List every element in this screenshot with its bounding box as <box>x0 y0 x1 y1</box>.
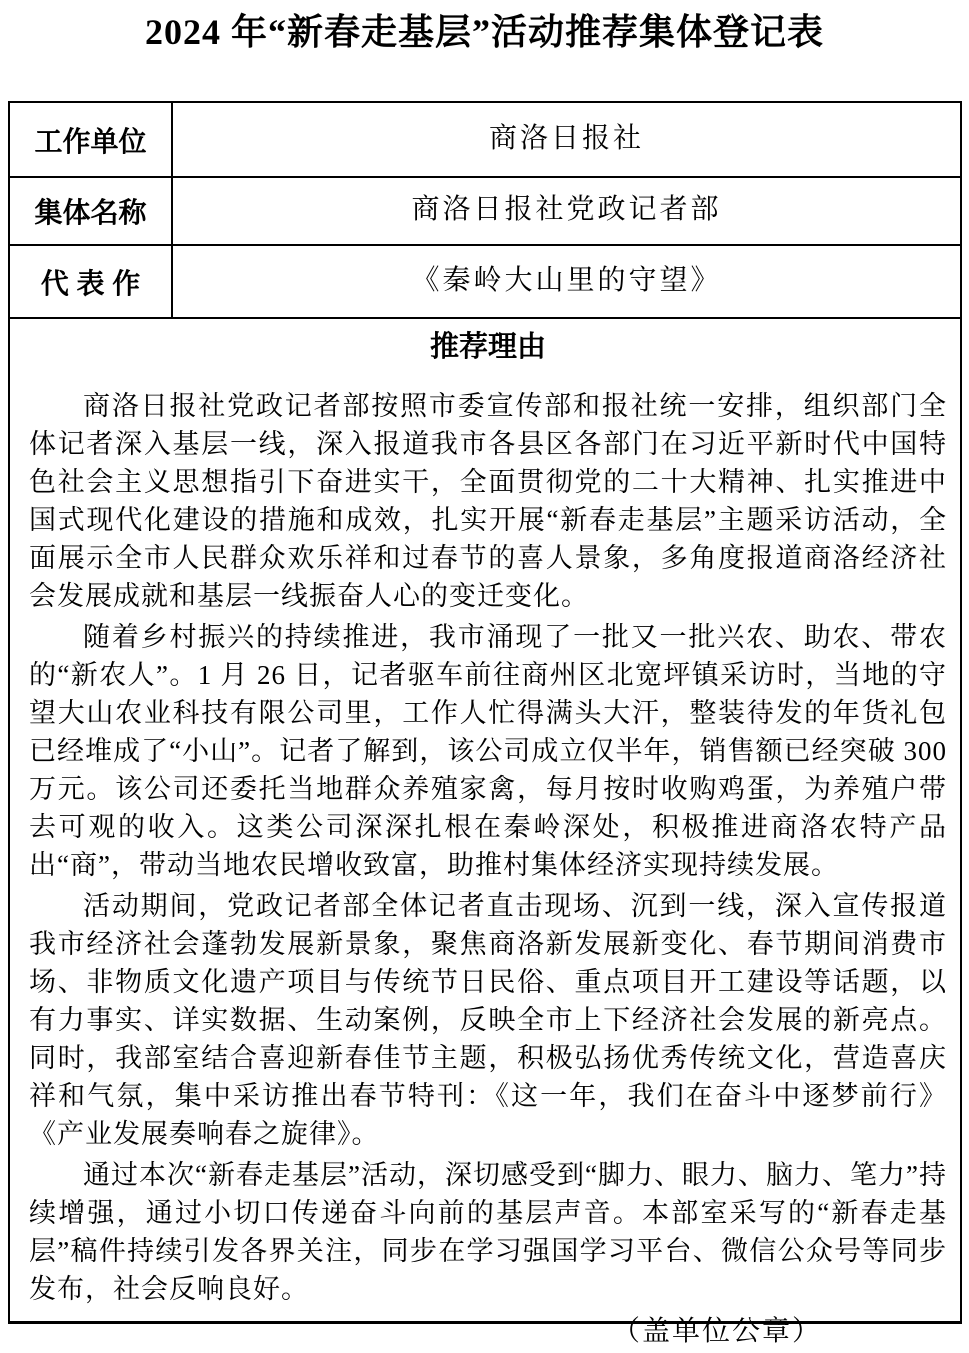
reason-paragraph-1: 商洛日报社党政记者部按照市委宣传部和报社统一安排，组织部门全体记者深入基层一线，深入报道我市各县区各部门在习近平新时代中国特色社会主义思想指引下奋进实干，全面贯彻党的二十大精神、扎实推进中国式现代化建设的措施和成效，扎实开展“新春走基层”主题采访活动，全面展示全市人民群众欢乐祥和过春节的喜人景象，多角度报道商洛经济社会发展成就和基层一线振奋人心的变迁变化。 <box>29 391 947 611</box>
page-title: 2024 年“新春走基层”活动推荐集体登记表 <box>144 12 824 52</box>
representative-work-value: 《秦岭大山里的守望》 <box>411 264 722 296</box>
work-unit-value: 商洛日报社 <box>488 122 644 154</box>
seal-note: （盖单位公章） <box>611 1316 822 1347</box>
table-row-collective-name <box>10 178 960 246</box>
work-unit-label: 工作单位 <box>10 103 173 176</box>
collective-name-label: 集体名称 <box>10 178 173 244</box>
reason-paragraph-3: 活动期间，党政记者部全体记者直击现场、沉到一线，深入宣传报道我市经济社会蓬勃发展新景象，聚焦商洛新发展新变化、春节期间消费市场、非物质文化遗产项目与传统节日民俗、重点项目开工建设等话题，以有力事实、详实数据、生动案例，反映全市上下经济社会发展的新亮点。同时，我部室结合喜迎新春佳节主题，积极弘扬优秀传统文化，营造喜庆祥和气氛，集中采访推出春节特刊：《这一年，我们在奋斗中逐梦前行》《产业发展奏响春之旋律》。 <box>29 891 947 1149</box>
registration-table <box>8 101 962 1347</box>
recommendation-reason-section <box>10 319 960 1347</box>
reason-paragraph-4: 通过本次“新春走基层”活动，深切感受到“脚力、眼力、脑力、笔力”持续增强，通过小切口传递奋斗向前的基层声音。本部室采写的“新春走基层”稿件持续引发各界关注，同步在学习强国学习平台、微信公众号等同步发布，社会反响良好。 <box>29 1160 947 1304</box>
collective-name-value: 商洛日报社党政记者部 <box>411 194 722 225</box>
table-row-work-unit <box>10 103 960 178</box>
registration-form-page <box>0 8 969 1347</box>
table-row-representative-work <box>10 246 960 319</box>
representative-work-label: 代 表 作 <box>10 246 173 317</box>
reason-paragraph-2: 随着乡村振兴的持续推进，我市涌现了一批又一批兴农、助农、带农的“新农人”。1 月 26 日，记者驱车前往商州区北宽坪镇采访时，当地的守望大山农业科技有限公司里，工作人忙得满头大汗，整装待发的年货礼包已经堆成了“小山”。记者了解到，该公司成立仅半年，销售额已经突破 300 万元。该公司还委托当地群众养殖家禽，每月按时收购鸡蛋，为养殖户带去可观的收入。这类公司深深扎根在秦岭深处，积极推进商洛农特产品出“商”，带动当地农民增收致富，助推村集体经济实现持续发展。 <box>29 622 947 880</box>
recommendation-reason-header: 推荐理由 <box>429 331 546 363</box>
